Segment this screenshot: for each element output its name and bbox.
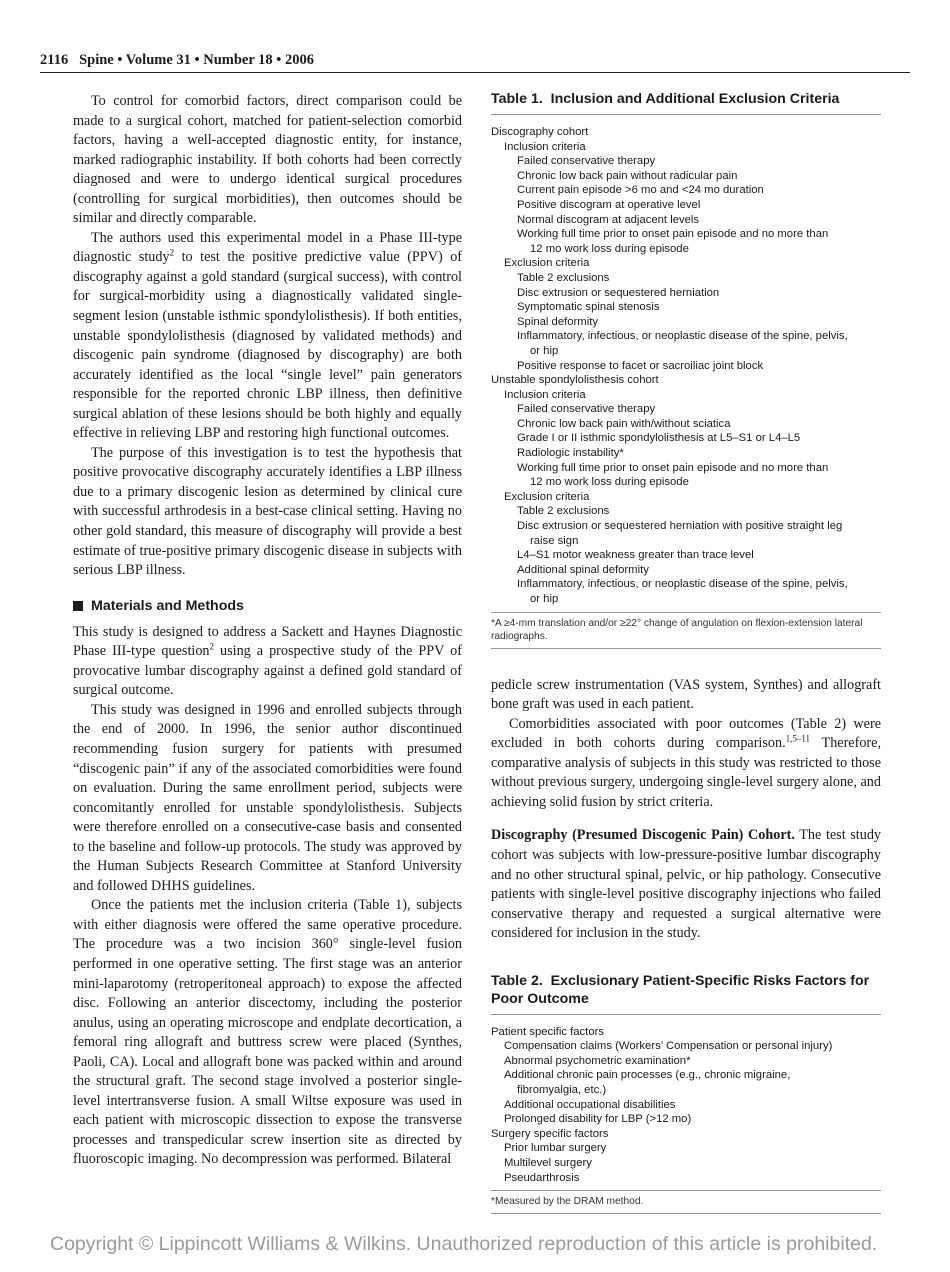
table1-row: Inclusion criteria xyxy=(504,140,586,153)
table1-row: 12 mo work loss during episode xyxy=(530,242,689,255)
right-paragraph-2: Comorbidities associated with poor outcomes (Table 2) were excluded in both cohorts during comparison.$^{1,5-11}$ Therefore, comparative analysis of subjects in this study was restricted to those without previous surgery, undergoing single-level surgery alone, and achieving solid fusion by strict criteria. xyxy=(491,715,881,810)
table1-row: Unstable spondylolisthesis cohort xyxy=(491,374,659,387)
table-2-footnote: *Measured by the DRAM method. xyxy=(491,1191,881,1214)
table2-row: fibromyalgia, etc.) xyxy=(517,1084,607,1097)
table1-row: Current pain episode >6 mo and <24 mo duration xyxy=(517,184,764,197)
table1-row: Symptomatic spinal stenosis xyxy=(517,301,660,314)
table1-row: Working full time prior to onset pain episode and no more than xyxy=(517,228,829,241)
header-rule xyxy=(40,72,910,73)
table1-row: Failed conservative therapy xyxy=(517,403,656,416)
square-bullet-icon xyxy=(73,601,83,611)
table1-row: Chronic low back pain with/without sciatica xyxy=(517,417,731,430)
table1-row: Disc extrusion or sequestered herniation xyxy=(517,286,720,299)
right-column xyxy=(491,90,881,1214)
table2-row: Multilevel surgery xyxy=(504,1157,592,1170)
table1-row: Additional spinal deformity xyxy=(517,563,649,576)
table1-row: Normal discogram at adjacent levels xyxy=(517,213,700,226)
table1-row: or hip xyxy=(530,344,559,357)
table-1 xyxy=(491,90,881,649)
copyright-notice: Copyright © Lippincott Williams & Wilkins. Unauthorized reproduction of this article is prohibited. xyxy=(50,1233,878,1255)
methods-paragraph-1: This study is designed to address a Sackett and Haynes Diagnostic Phase III-type question$^2$ using a prospective study of the PPV of provocative lumbar discography against a defined gold standard of surgical outcome. xyxy=(73,623,462,699)
table-1-body xyxy=(491,115,881,613)
table1-row: Table 2 exclusions xyxy=(517,271,610,284)
table1-row: Inflammatory, infectious, or neoplastic disease of the spine, pelvis, xyxy=(517,578,848,591)
table2-row: Surgery specific factors xyxy=(491,1127,609,1140)
table2-row: Additional chronic pain processes (e.g., chronic migraine, xyxy=(504,1069,791,1082)
table-1-title: Table 1. Inclusion and Additional Exclusion Criteria xyxy=(491,90,881,115)
table2-row: Abnormal psychometric examination* xyxy=(504,1054,691,1067)
methods-paragraph-3: Once the patients met the inclusion criteria (Table 1), subjects with either diagnosis were offered the same operative procedure. The procedure was a two incision 360° single-level fusion performed in one operative setting. The first stage was an anterior mini-laparotomy (retroperitoneal approach) to expose the affected disc. Following an anterior discectomy, including the posterior anulus, using an operating microscope and endplate decortication, a femoral ring allograft and buttress screw were placed (Synthes, Paoli, CA). Local and allograft bone was packed within and around the structural graft. The second stage involved a posterior single-level intertransverse fusion. A small Wiltse exposure was used in each patient with microscopic dissection to expose the transverse processes and transpedicular screw insertion site as directed by fluoroscopic imaging. No decompression was performed. Bilateral xyxy=(73,897,462,1168)
left-column xyxy=(73,92,462,1170)
table1-row: Disc extrusion or sequestered herniation with positive straight leg xyxy=(517,520,843,533)
table2-row: Additional occupational disabilities xyxy=(504,1098,676,1111)
table1-row: L4–S1 motor weakness greater than trace level xyxy=(517,549,754,562)
intro-paragraph-2: The authors used this experimental model in a Phase III-type diagnostic study$^2$ to test the positive predictive value (PPV) of discography against a gold standard (surgical success), with control for surgical-morbidity using a diagnostically validated single-segment lesion (unstable isthmic spondylolisthesis). If both entities, unstable spondylolisthesis (diagnosed by validated methods) and discogenic pain syndrome (diagnosed by discography) are both accurately identified as the local “single level” pain generators responsible for the reported chronic LBP illness, then definitive surgical ablation of these lesions should be both highly and equally effective in relieving LBP and restoring high functional outcomes. xyxy=(73,229,463,442)
table1-row: Failed conservative therapy xyxy=(517,155,656,168)
table-2-body xyxy=(491,1015,881,1192)
intro-paragraph-3: The purpose of this investigation is to test the hypothesis that positive provocative discography accurately identifies a LBP illness due to a primary discogenic lesion as determined by clinical cure with successful arthrodesis in a best-case clinical setting. Having no other gold standard, this measure of discography will provide a best estimate of true-positive primary discogenic disease in subjects with serious LBP illness. xyxy=(73,444,462,579)
running-header: 2116 Spine • Volume 31 • Number 18 • 2006 xyxy=(40,52,314,68)
discography-cohort-paragraph: Discography (Presumed Discogenic Pain) Cohort. The test study cohort was subjects with low-pressure-positive lumbar discography and no other structural spinal, pelvic, or hip pathology. Consecutive patients with single-level positive discography injections who failed conservative therapy and requested a surgical alternative were considered for inclusion in the study. xyxy=(491,827,882,942)
table1-row: Table 2 exclusions xyxy=(517,505,610,518)
table-2-title: Table 2. Exclusionary Patient-Specific Risks Factors for Poor Outcome xyxy=(491,972,881,1015)
discography-cohort-subheading: Discography (Presumed Discogenic Pain) Cohort. xyxy=(491,827,795,844)
right-paragraph-1: pedicle screw instrumentation (VAS system, Synthes) and allograft bone graft was used in each patient. xyxy=(491,676,881,713)
table2-row: Prolonged disability for LBP (>12 mo) xyxy=(504,1113,692,1126)
table1-row: Exclusion criteria xyxy=(504,490,590,503)
table2-row: Compensation claims (Workers’ Compensation or personal injury) xyxy=(504,1040,833,1053)
table1-row: Inclusion criteria xyxy=(504,388,586,401)
table1-row: Positive discogram at operative level xyxy=(517,198,701,211)
table-1-footnote: *A ≥4-mm translation and/or ≥22° change of angulation on flexion-extension lateral radiographs. xyxy=(491,613,881,649)
table1-row: Positive response to facet or sacroiliac joint block xyxy=(517,359,764,372)
table1-row: Grade I or II isthmic spondylolisthesis at L5–S1 or L4–L5 xyxy=(517,432,801,445)
table2-row: Pseudarthrosis xyxy=(504,1171,580,1184)
table2-row: Prior lumbar surgery xyxy=(504,1142,607,1155)
table1-row: raise sign xyxy=(530,534,579,547)
table1-row: Spinal deformity xyxy=(517,315,598,328)
section-heading-methods: Materials and Methods xyxy=(73,598,462,614)
table1-row: or hip xyxy=(530,593,559,605)
table1-row: Chronic low back pain without radicular pain xyxy=(517,169,738,182)
table1-row: Working full time prior to onset pain episode and no more than xyxy=(517,461,829,474)
table2-row: Patient specific factors xyxy=(491,1025,605,1038)
table1-row: Radiologic instability* xyxy=(517,447,624,460)
methods-paragraph-2: This study was designed in 1996 and enrolled subjects through the end of 2000. In 1996, the senior author discontinued recommending fusion surgery for patients with presumed “discogenic pain” if any of the associated comorbidities were found on evaluation. During the same enrollment period, subjects were concomitantly enrolled for unstable spondylolisthesis. Subjects were therefore enrolled on a consecutive-case basis and consented to the baseline and follow-up protocols. The study was approved by the Human Subjects Research Committee at Stanford University and followed DHHS guidelines. xyxy=(73,701,462,894)
table-2 xyxy=(491,972,881,1215)
table1-row: 12 mo work loss during episode xyxy=(530,476,689,489)
table1-row: Exclusion criteria xyxy=(504,257,590,270)
table1-row: Inflammatory, infectious, or neoplastic disease of the spine, pelvis, xyxy=(517,330,848,343)
intro-paragraph-1: To control for comorbid factors, direct comparison could be made to a surgical cohort, matched for patient-selection comorbid factors, having a well-accepted diagnostic entity, for instance, marked radiographic instability. If both cohorts had been correctly diagnosed and were to undergo identical surgical procedures (controlling for surgical morbidities), then outcomes should be similar and directly comparable. xyxy=(73,93,462,227)
table1-row: Discography cohort xyxy=(491,126,589,138)
